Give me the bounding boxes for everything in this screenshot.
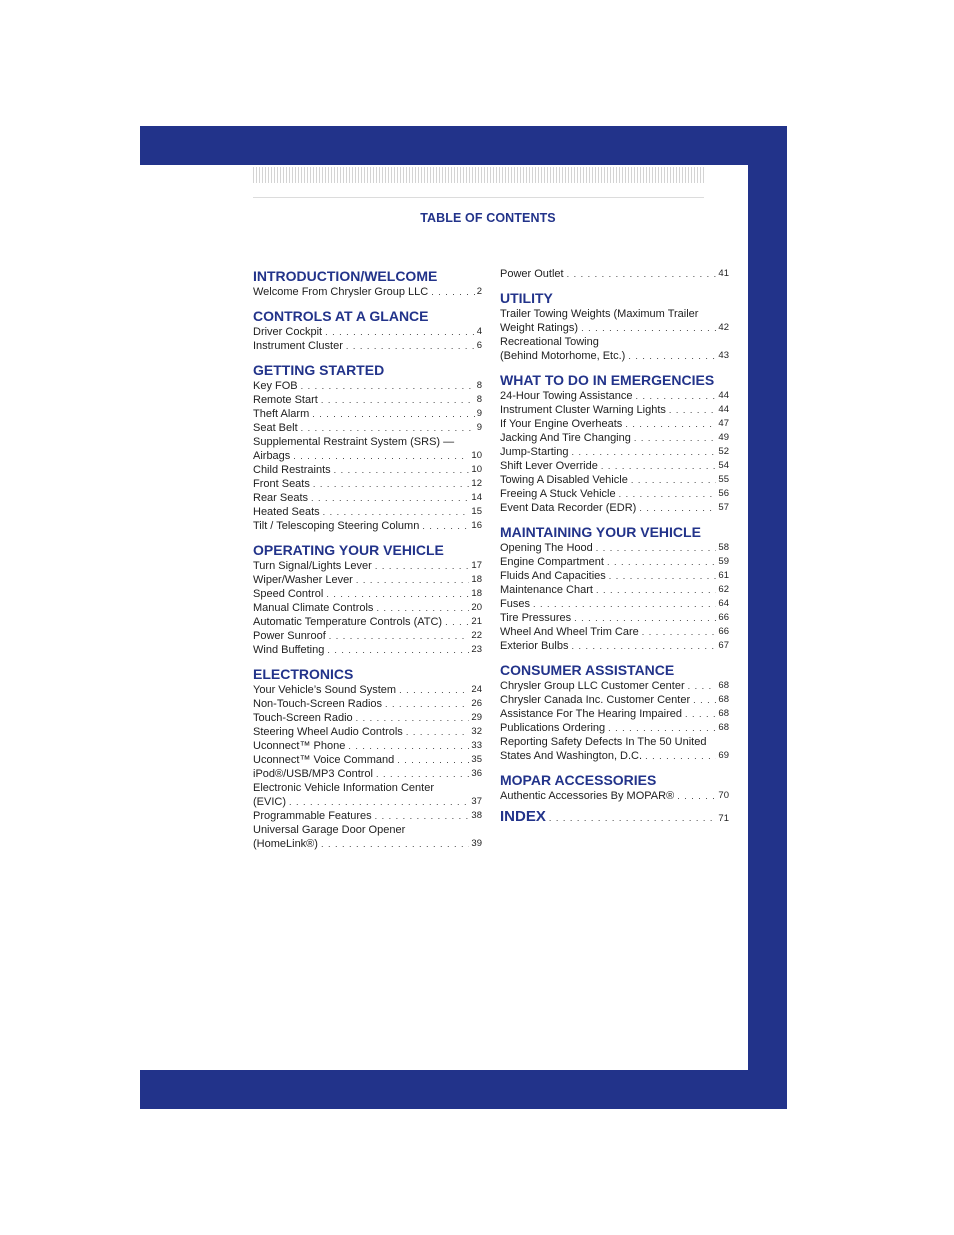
toc-entry-label: Touch-Screen Radio <box>253 712 353 724</box>
page-number: 24 <box>471 684 482 695</box>
dot-leader <box>422 519 469 533</box>
page-number: 18 <box>471 588 482 599</box>
toc-entry[interactable] <box>253 477 482 491</box>
page-number: 36 <box>471 768 482 779</box>
page-number: 56 <box>718 488 729 499</box>
dot-leader <box>581 321 716 335</box>
section-title: INTRODUCTION/WELCOME <box>253 268 438 284</box>
toc-entry-label: Rear Seats <box>253 492 309 504</box>
toc-entry-label: Freeing A Stuck Vehicle <box>500 488 616 500</box>
page-title: TABLE OF CONTENTS <box>420 211 556 225</box>
toc-entry[interactable] <box>253 505 482 519</box>
toc-entry-label: Event Data Recorder (EDR) <box>500 502 637 514</box>
toc-section <box>253 307 482 353</box>
page-number: 14 <box>471 492 482 503</box>
page-number: 16 <box>471 520 482 531</box>
page-number: 15 <box>471 506 482 517</box>
toc-entry[interactable] <box>500 267 729 281</box>
page-number: 6 <box>476 340 482 351</box>
dot-leader <box>549 811 717 825</box>
toc-entry-label: Shift Lever Override <box>500 460 598 472</box>
toc-entry-label: Uconnect™ Phone <box>253 740 346 752</box>
toc-section <box>500 771 729 803</box>
dot-leader <box>311 491 469 505</box>
frame-bottom-bar <box>140 1070 787 1109</box>
toc-entry[interactable] <box>500 749 729 763</box>
dot-leader <box>348 739 469 753</box>
dot-leader <box>375 559 470 573</box>
section-title: CONTROLS AT A GLANCE <box>253 308 429 324</box>
toc-entry[interactable] <box>253 837 482 851</box>
toc-section <box>500 289 729 363</box>
section-title: ELECTRONICS <box>253 666 354 682</box>
dot-leader <box>334 463 470 477</box>
page-number: 9 <box>476 422 482 433</box>
toc-entry-label: Maintenance Chart <box>500 584 593 596</box>
toc-entry-label: Key FOB <box>253 380 298 392</box>
toc-entry-label: Wiper/Washer Lever <box>253 574 353 586</box>
toc-entry-label: Fluids And Capacities <box>500 570 606 582</box>
page-number: 9 <box>476 408 482 419</box>
dot-leader <box>574 611 716 625</box>
toc-left-column <box>253 267 482 851</box>
toc-section <box>500 371 729 515</box>
toc-entry-label: (EVIC) <box>253 796 286 808</box>
toc-entry[interactable] <box>253 491 482 505</box>
dot-leader <box>376 767 469 781</box>
toc-entry[interactable] <box>253 587 482 601</box>
page-number: 54 <box>718 460 729 471</box>
toc-entry-label: Chrysler Group LLC Customer Center <box>500 680 685 692</box>
page-number: 64 <box>718 598 729 609</box>
dot-leader <box>293 449 469 463</box>
toc-entry[interactable] <box>253 711 482 725</box>
page-number: 38 <box>471 810 482 821</box>
dot-leader <box>608 721 716 735</box>
toc-entry[interactable] <box>253 559 482 573</box>
toc-entry[interactable] <box>500 639 729 653</box>
dot-leader <box>325 325 475 339</box>
page-number: 66 <box>718 626 729 637</box>
dot-leader <box>642 625 717 639</box>
toc-entry[interactable] <box>253 629 482 643</box>
page-number: 23 <box>471 644 482 655</box>
dot-leader <box>631 473 717 487</box>
toc-entry[interactable] <box>500 321 729 335</box>
toc-entry-label: Uconnect™ Voice Command <box>253 754 395 766</box>
page-number: 55 <box>718 474 729 485</box>
dot-leader <box>596 541 717 555</box>
section-title: CONSUMER ASSISTANCE <box>500 662 675 678</box>
toc-entry-label: Assistance For The Hearing Impaired <box>500 708 682 720</box>
page-number: 12 <box>471 478 482 489</box>
toc-entry[interactable] <box>500 569 729 583</box>
page-number: 68 <box>718 694 729 705</box>
section-title: UTILITY <box>500 290 553 306</box>
dot-leader <box>323 505 470 519</box>
toc-entry[interactable] <box>500 693 729 707</box>
dot-leader <box>635 389 716 403</box>
frame-top-bar <box>140 126 787 165</box>
dot-leader <box>639 501 716 515</box>
dot-leader <box>301 379 475 393</box>
toc-entry-label: Engine Compartment <box>500 556 604 568</box>
dot-leader <box>327 643 469 657</box>
toc-entry[interactable] <box>500 473 729 487</box>
page-number: 44 <box>718 390 729 401</box>
toc-section <box>253 665 482 851</box>
toc-entry[interactable] <box>500 389 729 403</box>
toc-entry-label: Tilt / Telescoping Steering Column <box>253 520 420 532</box>
toc-section <box>500 523 729 653</box>
dot-leader <box>571 639 716 653</box>
toc-entry[interactable] <box>253 683 482 697</box>
toc-entry[interactable] <box>253 379 482 393</box>
toc-section <box>253 267 482 299</box>
toc-entry-label: Steering Wheel Audio Controls <box>253 726 403 738</box>
dot-leader <box>321 837 469 851</box>
dot-leader <box>326 587 469 601</box>
toc-entry[interactable] <box>500 403 729 417</box>
toc-entry[interactable] <box>500 555 729 569</box>
dot-leader <box>567 267 717 281</box>
section-title: MOPAR ACCESSORIES <box>500 772 657 788</box>
page-number: 10 <box>471 450 482 461</box>
dot-leader <box>329 629 470 643</box>
page-number: 68 <box>718 708 729 719</box>
section-title: OPERATING YOUR VEHICLE <box>253 542 444 558</box>
toc-entry[interactable] <box>500 459 729 473</box>
toc-entry-label: Weight Ratings) <box>500 322 579 334</box>
page-number: 32 <box>471 726 482 737</box>
toc-entry-label: Airbags <box>253 450 291 462</box>
toc-entry-label: States And Washington, D.C. <box>500 750 643 762</box>
dot-leader <box>693 693 716 707</box>
toc-entry[interactable] <box>500 611 729 625</box>
toc-entry[interactable] <box>253 407 482 421</box>
dot-leader <box>634 431 717 445</box>
toc-entry[interactable] <box>500 679 729 693</box>
toc-entry[interactable] <box>253 601 482 615</box>
decorative-ruler <box>253 167 704 183</box>
toc-entry-label: Front Seats <box>253 478 310 490</box>
toc-entry[interactable] <box>500 445 729 459</box>
dot-leader <box>375 809 470 823</box>
dot-leader <box>397 753 469 767</box>
dot-leader <box>677 789 716 803</box>
dot-leader <box>313 477 470 491</box>
frame-right-bar <box>748 126 787 1109</box>
page-number: 61 <box>718 570 729 581</box>
toc-entry[interactable] <box>253 795 482 809</box>
dot-leader <box>356 573 470 587</box>
toc-entry[interactable] <box>500 707 729 721</box>
dot-leader <box>289 795 469 809</box>
dot-leader <box>645 749 716 763</box>
page-number: 62 <box>718 584 729 595</box>
toc-entry[interactable] <box>500 625 729 639</box>
page-number: 33 <box>471 740 482 751</box>
toc-entry[interactable] <box>500 431 729 445</box>
toc-entry-label: Manual Climate Controls <box>253 602 374 614</box>
page-number: 58 <box>718 542 729 553</box>
toc-section <box>500 267 729 281</box>
toc-entry[interactable] <box>500 541 729 555</box>
toc-entry[interactable] <box>253 449 482 463</box>
toc-entry-label: Authentic Accessories By MOPAR® <box>500 790 675 802</box>
toc-entry-line: Trailer Towing Weights (Maximum Trailer <box>500 308 699 320</box>
page-number: 18 <box>471 574 482 585</box>
toc-entry[interactable] <box>500 583 729 597</box>
dot-leader <box>607 555 716 569</box>
toc-entry[interactable] <box>253 753 482 767</box>
toc-entry-line: Reporting Safety Defects In The 50 United <box>500 736 707 748</box>
dot-leader <box>571 445 716 459</box>
page-number: 68 <box>718 722 729 733</box>
dot-leader <box>321 393 475 407</box>
toc-entry-line: Electronic Vehicle Information Center <box>253 782 434 794</box>
toc-right-column <box>500 267 729 826</box>
toc-entry[interactable] <box>253 643 482 657</box>
page-number: 29 <box>471 712 482 723</box>
toc-entry-label: Remote Start <box>253 394 318 406</box>
toc-entry[interactable] <box>500 487 729 501</box>
toc-entry-label: Automatic Temperature Controls (ATC) <box>253 616 443 628</box>
page-number: 66 <box>718 612 729 623</box>
toc-entry[interactable] <box>253 767 482 781</box>
dot-leader <box>385 697 469 711</box>
toc-entry-label: iPod®/USB/MP3 Control <box>253 768 373 780</box>
dot-leader <box>669 403 717 417</box>
toc-entry-line: Supplemental Restraint System (SRS) — <box>253 436 455 448</box>
toc-entry[interactable] <box>253 725 482 739</box>
toc-entry-line: Recreational Towing <box>500 336 599 348</box>
toc-entry[interactable] <box>253 519 482 533</box>
toc-entry-label: Child Restraints <box>253 464 331 476</box>
page-number: 41 <box>718 268 729 279</box>
dot-leader <box>688 679 717 693</box>
page-number: 52 <box>718 446 729 457</box>
section-title: WHAT TO DO IN EMERGENCIES <box>500 372 715 388</box>
toc-entry[interactable] <box>253 615 482 629</box>
page-number: 10 <box>471 464 482 475</box>
page-number: 22 <box>471 630 482 641</box>
section-title: MAINTAINING YOUR VEHICLE <box>500 524 701 540</box>
toc-entry-label: Exterior Bulbs <box>500 640 569 652</box>
dot-leader <box>431 285 474 299</box>
page-number: 4 <box>476 326 482 337</box>
dot-leader <box>601 459 717 473</box>
dot-leader <box>445 615 469 629</box>
dot-leader <box>596 583 716 597</box>
dot-leader <box>301 421 475 435</box>
toc-entry-label: Seat Belt <box>253 422 298 434</box>
page-number: 26 <box>471 698 482 709</box>
toc-entry[interactable] <box>253 393 482 407</box>
toc-entry-label: Welcome From Chrysler Group LLC <box>253 286 429 298</box>
dot-leader <box>399 683 469 697</box>
toc-entry-label: If Your Engine Overheats <box>500 418 623 430</box>
page-number: 20 <box>471 602 482 613</box>
page-number: 43 <box>718 350 729 361</box>
toc-section <box>500 661 729 763</box>
toc-entry[interactable] <box>253 697 482 711</box>
page-number: 8 <box>476 394 482 405</box>
toc-entry-label: Power Sunroof <box>253 630 326 642</box>
page-number: 8 <box>476 380 482 391</box>
toc-section <box>253 361 482 533</box>
toc-entry-label: (Behind Motorhome, Etc.) <box>500 350 626 362</box>
toc-entry[interactable] <box>253 573 482 587</box>
toc-entry-label: Wheel And Wheel Trim Care <box>500 626 639 638</box>
dot-leader <box>406 725 470 739</box>
page-number: 69 <box>718 750 729 761</box>
toc-entry-label: Opening The Hood <box>500 542 593 554</box>
toc-entry-label: Speed Control <box>253 588 324 600</box>
toc-entry-label: Your Vehicle’s Sound System <box>253 684 397 696</box>
toc-entry-label: Driver Cockpit <box>253 326 323 338</box>
index-title: INDEX <box>500 808 546 825</box>
toc-entry[interactable] <box>253 325 482 339</box>
toc-entry[interactable] <box>500 789 729 803</box>
toc-entry[interactable] <box>500 349 729 363</box>
page-number: 35 <box>471 754 482 765</box>
page-number: 39 <box>471 838 482 849</box>
toc-entry-label: Instrument Cluster Warning Lights <box>500 404 666 416</box>
toc-section <box>253 541 482 657</box>
page-number: 42 <box>718 322 729 333</box>
page-number: 70 <box>718 790 729 801</box>
page-number: 17 <box>471 560 482 571</box>
toc-entry-label: Theft Alarm <box>253 408 310 420</box>
toc-entry-label: 24-Hour Towing Assistance <box>500 390 633 402</box>
toc-entry[interactable] <box>253 809 482 823</box>
page-number: 21 <box>471 616 482 627</box>
dot-leader <box>628 349 716 363</box>
dot-leader <box>685 707 716 721</box>
section-title: GETTING STARTED <box>253 362 385 378</box>
toc-entry[interactable] <box>253 421 482 435</box>
toc-entry[interactable] <box>500 721 729 735</box>
toc-entry-label: Publications Ordering <box>500 722 606 734</box>
page-number: 44 <box>718 404 729 415</box>
page-number: 71 <box>718 813 729 824</box>
page-number: 57 <box>718 502 729 513</box>
toc-entry-label: Wind Buffeting <box>253 644 325 656</box>
toc-entry[interactable] <box>500 417 729 431</box>
toc-entry[interactable] <box>253 463 482 477</box>
page-number: 68 <box>718 680 729 691</box>
page-number: 37 <box>471 796 482 807</box>
toc-entry-label: Jacking And Tire Changing <box>500 432 631 444</box>
dot-leader <box>533 597 716 611</box>
toc-entry-label: Jump-Starting <box>500 446 569 458</box>
toc-entry-label: Tire Pressures <box>500 612 572 624</box>
toc-entry-label: Heated Seats <box>253 506 320 518</box>
toc-entry-label: Non-Touch-Screen Radios <box>253 698 383 710</box>
toc-entry-label: Programmable Features <box>253 810 372 822</box>
toc-entry[interactable] <box>500 501 729 515</box>
dot-leader <box>376 601 469 615</box>
dot-leader <box>625 417 716 431</box>
page-number: 47 <box>718 418 729 429</box>
page-number: 2 <box>476 286 482 297</box>
page-number: 59 <box>718 556 729 567</box>
header-divider <box>253 197 704 198</box>
toc-entry[interactable] <box>500 597 729 611</box>
dot-leader <box>312 407 474 421</box>
toc-entry-label: Instrument Cluster <box>253 340 343 352</box>
page-number: 49 <box>718 432 729 443</box>
toc-entry-label: Towing A Disabled Vehicle <box>500 474 628 486</box>
dot-leader <box>619 487 717 501</box>
toc-entry-label: Chrysler Canada Inc. Customer Center <box>500 694 691 706</box>
page-number: 67 <box>718 640 729 651</box>
toc-entry-label: (HomeLink®) <box>253 838 318 850</box>
toc-entry[interactable] <box>253 739 482 753</box>
dot-leader <box>356 711 470 725</box>
toc-entry-index[interactable] <box>500 808 729 826</box>
toc-entry-label: Fuses <box>500 598 530 610</box>
toc-entry[interactable] <box>253 285 482 299</box>
toc-entry[interactable] <box>253 339 482 353</box>
dot-leader <box>346 339 475 353</box>
dot-leader <box>609 569 717 583</box>
toc-entry-line: Universal Garage Door Opener <box>253 824 406 836</box>
toc-entry-label: Power Outlet <box>500 268 564 280</box>
toc-entry-label: Turn Signal/Lights Lever <box>253 560 372 572</box>
